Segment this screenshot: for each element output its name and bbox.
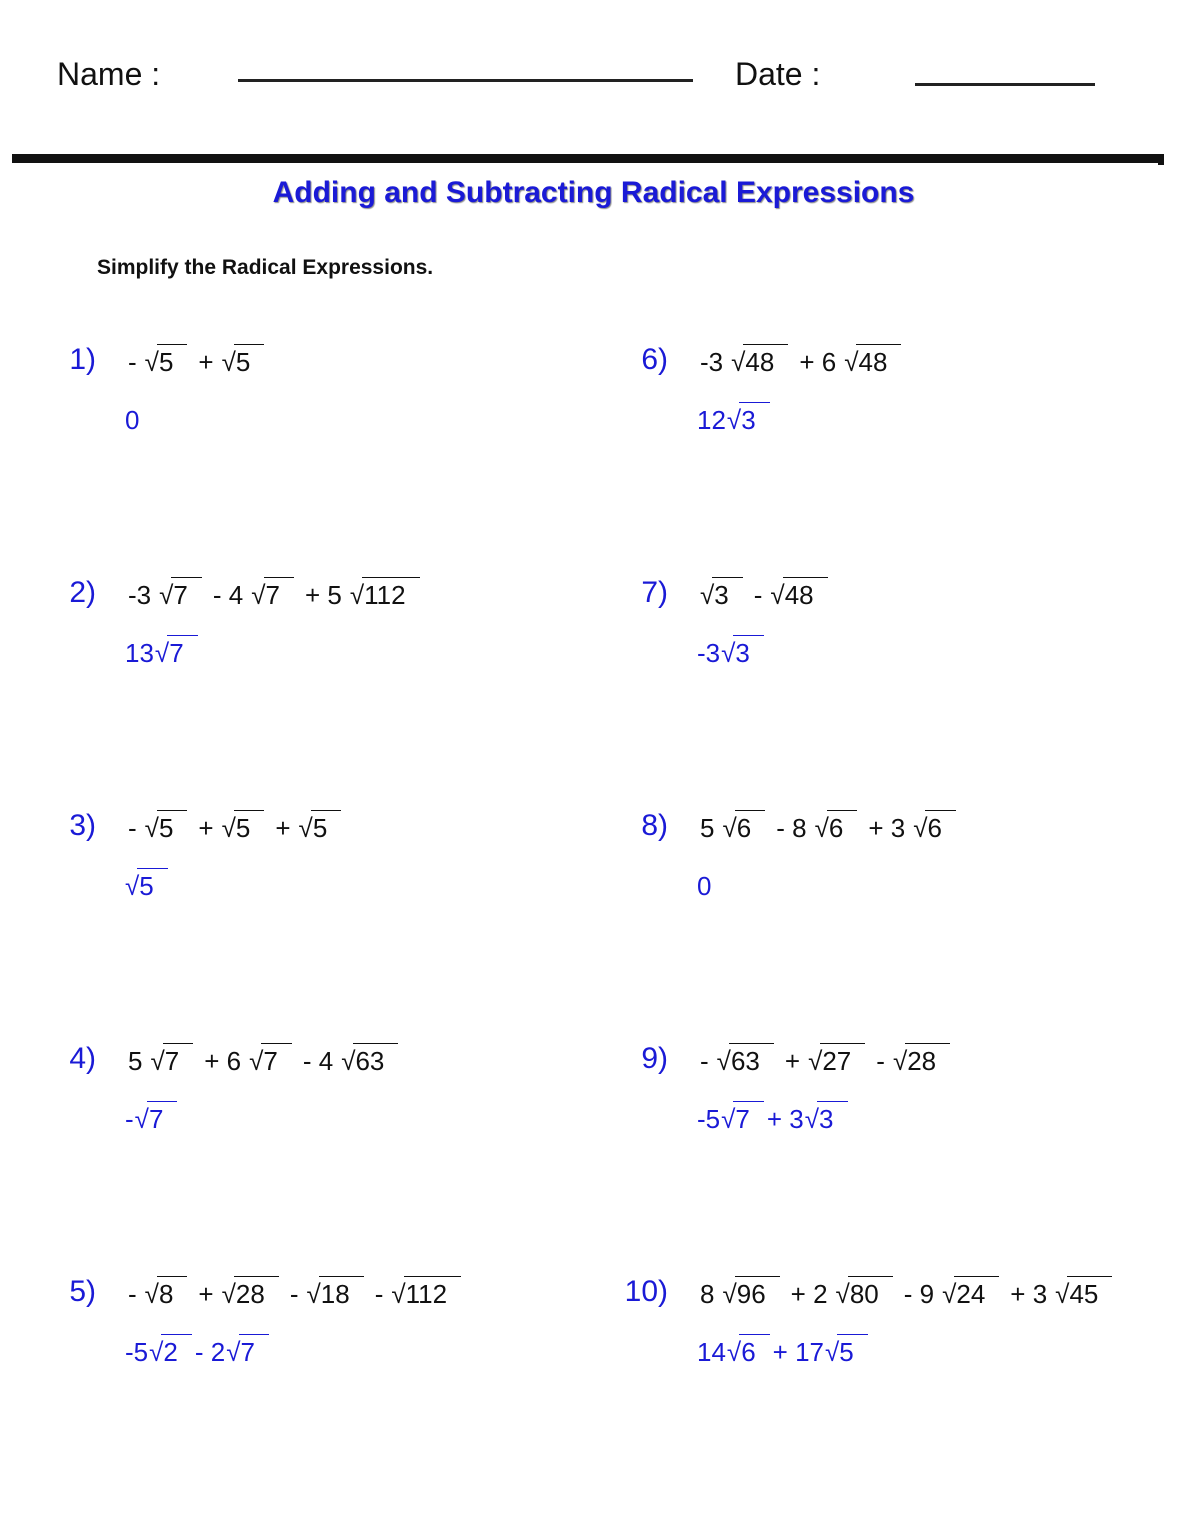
- radical-sign-icon: √: [144, 1279, 159, 1309]
- term-coefficient: -3: [700, 347, 724, 377]
- radicand: 28: [235, 1279, 265, 1309]
- problem-number: 2): [69, 576, 96, 609]
- problem-answer: [697, 1102, 850, 1136]
- term-coefficient: -3: [697, 638, 721, 668]
- problem-answer: [697, 869, 714, 903]
- radicand: 7: [164, 1046, 180, 1076]
- header-divider-cap: [1158, 154, 1164, 165]
- radicand: 7: [735, 1104, 750, 1134]
- radical-sign-icon: √: [221, 813, 236, 843]
- radical-sign-icon: √: [306, 1279, 321, 1309]
- vinculum: [729, 1043, 774, 1044]
- worksheet-title: Adding and Subtracting Radical Expressions: [272, 176, 915, 209]
- term-coefficient: +: [198, 347, 214, 377]
- radical-sign-icon: √: [226, 1337, 241, 1367]
- term-coefficient: + 6: [799, 347, 837, 377]
- term-coefficient: -: [876, 1046, 885, 1076]
- vinculum: [157, 810, 187, 811]
- term-coefficient: - 4: [302, 1046, 334, 1076]
- header-divider: [12, 154, 1162, 163]
- vinculum: [856, 344, 901, 345]
- vinculum: [905, 1043, 950, 1044]
- vinculum: [743, 344, 788, 345]
- square-root: [249, 1044, 278, 1078]
- term-coefficient: 14: [697, 1337, 726, 1367]
- vinculum: [264, 577, 294, 578]
- vinculum: [362, 577, 419, 578]
- vinculum: [171, 577, 201, 578]
- radical-sign-icon: √: [221, 347, 236, 377]
- radical-sign-icon: √: [722, 813, 737, 843]
- radical-sign-icon: √: [134, 1104, 149, 1134]
- problem-number: 8): [641, 809, 668, 842]
- vinculum: [735, 1276, 780, 1277]
- term-coefficient: -: [125, 1104, 134, 1134]
- square-root: [222, 811, 251, 845]
- radical-sign-icon: √: [700, 580, 715, 610]
- square-root: [731, 345, 774, 379]
- square-root: [299, 811, 328, 845]
- term-coefficient: 5: [700, 813, 715, 843]
- radicand: 3: [735, 638, 750, 668]
- square-root: [135, 1102, 164, 1136]
- square-root: [844, 345, 887, 379]
- radicand: 7: [169, 638, 184, 668]
- radical-sign-icon: √: [159, 580, 174, 610]
- radicand: 63: [355, 1046, 385, 1076]
- square-root: [350, 578, 406, 612]
- radicand: 3: [714, 580, 729, 610]
- term-coefficient: -: [289, 1279, 299, 1309]
- radicand: 7: [173, 580, 188, 610]
- radical-sign-icon: √: [149, 1337, 164, 1367]
- radicand: 6: [828, 813, 844, 843]
- vinculum: [739, 1334, 769, 1335]
- square-root: [391, 1277, 447, 1311]
- vinculum: [261, 1043, 291, 1044]
- radical-sign-icon: √: [721, 1104, 736, 1134]
- term-coefficient: -5: [125, 1337, 149, 1367]
- radical-sign-icon: √: [721, 638, 736, 668]
- radicand: 5: [158, 813, 174, 843]
- radicand: 48: [745, 347, 775, 377]
- term-coefficient: -: [128, 813, 137, 843]
- radical-sign-icon: √: [770, 580, 785, 610]
- square-root: [222, 1277, 265, 1311]
- term-coefficient: + 17: [772, 1337, 824, 1367]
- radical-sign-icon: √: [804, 1104, 820, 1134]
- problem-number: 6): [641, 343, 668, 376]
- radical-sign-icon: √: [808, 1046, 823, 1076]
- radical-sign-icon: √: [913, 813, 928, 843]
- vinculum: [820, 1043, 865, 1044]
- radical-sign-icon: √: [341, 1046, 356, 1076]
- radical-sign-icon: √: [731, 347, 746, 377]
- radical-sign-icon: √: [150, 1046, 165, 1076]
- term-coefficient: 12: [697, 405, 726, 435]
- term-coefficient: +: [198, 813, 214, 843]
- problem-number: 9): [641, 1042, 668, 1075]
- radicand: 3: [819, 1104, 834, 1134]
- radicand: 5: [235, 347, 251, 377]
- radical-sign-icon: √: [716, 1046, 731, 1076]
- square-root: [825, 1335, 854, 1369]
- problem-answer: [125, 403, 142, 437]
- radicand: 6: [741, 1337, 756, 1367]
- problem-expression: [128, 345, 267, 379]
- term-coefficient: 0: [697, 871, 712, 901]
- radical-sign-icon: √: [125, 871, 140, 901]
- square-root: [808, 1044, 851, 1078]
- square-root: [836, 1277, 879, 1311]
- radicand: 96: [736, 1279, 766, 1309]
- problem-number: 7): [641, 576, 668, 609]
- vinculum: [167, 635, 197, 636]
- problem-answer: [697, 403, 772, 437]
- square-root: [815, 811, 844, 845]
- radical-sign-icon: √: [726, 1337, 742, 1367]
- radicand: 18: [320, 1279, 350, 1309]
- square-root: [727, 1335, 756, 1369]
- term-coefficient: -: [128, 347, 137, 377]
- problem-answer: [125, 869, 170, 903]
- radical-sign-icon: √: [249, 1046, 264, 1076]
- vinculum: [817, 1101, 847, 1102]
- problem-number: 1): [69, 343, 96, 376]
- term-coefficient: -5: [697, 1104, 721, 1134]
- square-root: [222, 345, 251, 379]
- radicand: 63: [730, 1046, 760, 1076]
- vinculum: [954, 1276, 999, 1277]
- date-blank-line[interactable]: [915, 83, 1095, 86]
- radical-sign-icon: √: [144, 813, 159, 843]
- radicand: 5: [158, 347, 174, 377]
- square-root: [306, 1277, 349, 1311]
- radicand: 7: [148, 1104, 164, 1134]
- vinculum: [163, 1043, 193, 1044]
- problem-number: 3): [69, 809, 96, 842]
- vinculum: [848, 1276, 893, 1277]
- problem-expression: [700, 1277, 1115, 1311]
- square-root: [145, 345, 174, 379]
- vinculum: [161, 1334, 191, 1335]
- vinculum: [157, 344, 187, 345]
- term-coefficient: + 2: [790, 1279, 828, 1309]
- square-root: [251, 578, 280, 612]
- radical-sign-icon: √: [814, 813, 829, 843]
- problem-expression: [700, 578, 830, 612]
- radicand: 5: [839, 1337, 854, 1367]
- vinculum: [827, 810, 857, 811]
- problem-number: 5): [69, 1275, 96, 1308]
- problem-answer: [125, 1102, 180, 1136]
- square-root: [721, 636, 750, 670]
- radicand: 6: [736, 813, 752, 843]
- radicand: 7: [263, 1046, 278, 1076]
- radical-sign-icon: √: [221, 1279, 236, 1309]
- square-root: [805, 1102, 834, 1136]
- problem-expression: [128, 1277, 464, 1311]
- radicand: 24: [956, 1279, 986, 1309]
- radicand: 7: [265, 580, 280, 610]
- square-root: [893, 1044, 936, 1078]
- problem-answer: [697, 636, 766, 670]
- vinculum: [147, 1101, 177, 1102]
- radicand: 48: [784, 580, 814, 610]
- instructions: Simplify the Radical Expressions.: [97, 256, 434, 279]
- problem-number: 4): [69, 1042, 96, 1075]
- term-coefficient: -: [700, 1046, 709, 1076]
- square-root: [149, 1335, 178, 1369]
- problem-expression: [128, 578, 422, 612]
- name-label: Name :: [57, 56, 161, 92]
- square-root: [226, 1335, 255, 1369]
- radical-sign-icon: √: [154, 638, 170, 668]
- radicand: 5: [312, 813, 328, 843]
- term-coefficient: -: [374, 1279, 384, 1309]
- term-coefficient: - 2: [194, 1337, 226, 1367]
- radicand: 6: [927, 813, 942, 843]
- square-root: [145, 811, 174, 845]
- radical-sign-icon: √: [825, 1337, 840, 1367]
- radical-sign-icon: √: [298, 813, 313, 843]
- name-blank-line[interactable]: [238, 79, 693, 82]
- problem-expression: [700, 811, 958, 845]
- radicand: 112: [405, 1279, 448, 1309]
- square-root: [1055, 1277, 1098, 1311]
- vinculum: [739, 402, 769, 403]
- square-root: [155, 636, 184, 670]
- term-coefficient: - 8: [776, 813, 807, 843]
- radicand: 27: [822, 1046, 852, 1076]
- radicand: 80: [849, 1279, 879, 1309]
- term-coefficient: + 6: [204, 1046, 242, 1076]
- square-root: [770, 578, 813, 612]
- square-root: [722, 811, 751, 845]
- radical-sign-icon: √: [835, 1279, 850, 1309]
- radical-sign-icon: √: [722, 1279, 737, 1309]
- vinculum: [925, 810, 955, 811]
- vinculum: [234, 344, 264, 345]
- radical-sign-icon: √: [391, 1279, 406, 1309]
- radical-sign-icon: √: [1055, 1279, 1070, 1309]
- square-root: [159, 578, 188, 612]
- radical-sign-icon: √: [144, 347, 159, 377]
- vinculum: [239, 1334, 269, 1335]
- radical-sign-icon: √: [844, 347, 859, 377]
- date-label: Date :: [735, 56, 821, 92]
- term-coefficient: + 3: [766, 1104, 804, 1134]
- radicand: 8: [158, 1279, 174, 1309]
- vinculum: [735, 810, 765, 811]
- term-coefficient: 13: [125, 638, 154, 668]
- term-coefficient: - 4: [212, 580, 244, 610]
- vinculum: [733, 635, 763, 636]
- vinculum: [319, 1276, 364, 1277]
- problem-answer: [697, 1335, 870, 1369]
- radical-sign-icon: √: [726, 405, 742, 435]
- radicand: 45: [1069, 1279, 1099, 1309]
- vinculum: [234, 1276, 279, 1277]
- radicand: 7: [240, 1337, 255, 1367]
- term-coefficient: +: [784, 1046, 801, 1076]
- square-root: [721, 1102, 750, 1136]
- radicand: 48: [858, 347, 888, 377]
- radical-sign-icon: √: [892, 1046, 908, 1076]
- square-root: [722, 1277, 765, 1311]
- square-root: [942, 1277, 985, 1311]
- radical-sign-icon: √: [942, 1279, 957, 1309]
- term-coefficient: -3: [128, 580, 152, 610]
- radicand: 28: [907, 1046, 937, 1076]
- problem-answer: [125, 636, 200, 670]
- radicand: 5: [139, 871, 154, 901]
- term-coefficient: -: [753, 580, 763, 610]
- vinculum: [137, 868, 167, 869]
- term-coefficient: 5: [128, 1046, 143, 1076]
- problem-expression: [700, 1044, 953, 1078]
- radicand: 3: [741, 405, 756, 435]
- vinculum: [712, 577, 742, 578]
- vinculum: [733, 1101, 763, 1102]
- vinculum: [353, 1043, 398, 1044]
- vinculum: [783, 577, 828, 578]
- square-root: [913, 811, 942, 845]
- vinculum: [234, 810, 264, 811]
- term-coefficient: -: [128, 1279, 137, 1309]
- radical-sign-icon: √: [349, 580, 365, 610]
- vinculum: [311, 810, 341, 811]
- square-root: [145, 1277, 174, 1311]
- term-coefficient: +: [275, 813, 291, 843]
- square-root: [150, 1044, 179, 1078]
- term-coefficient: - 9: [903, 1279, 935, 1309]
- problem-expression: [700, 345, 904, 379]
- problem-expression: [128, 1044, 401, 1078]
- term-coefficient: 8: [700, 1279, 715, 1309]
- square-root: [700, 578, 729, 612]
- problem-number: 10): [624, 1275, 668, 1308]
- vinculum: [837, 1334, 867, 1335]
- vinculum: [157, 1276, 187, 1277]
- square-root: [341, 1044, 384, 1078]
- radical-sign-icon: √: [251, 580, 266, 610]
- term-coefficient: 0: [125, 405, 140, 435]
- term-coefficient: +: [198, 1279, 214, 1309]
- radicand: 112: [364, 580, 406, 610]
- term-coefficient: + 3: [1010, 1279, 1048, 1309]
- radicand: 5: [235, 813, 251, 843]
- term-coefficient: + 5: [304, 580, 342, 610]
- square-root: [727, 403, 756, 437]
- term-coefficient: + 3: [868, 813, 906, 843]
- radicand: 2: [163, 1337, 178, 1367]
- problem-expression: [128, 811, 344, 845]
- square-root: [717, 1044, 760, 1078]
- vinculum: [1067, 1276, 1112, 1277]
- vinculum: [404, 1276, 461, 1277]
- square-root: [125, 869, 154, 903]
- problem-answer: [125, 1335, 271, 1369]
